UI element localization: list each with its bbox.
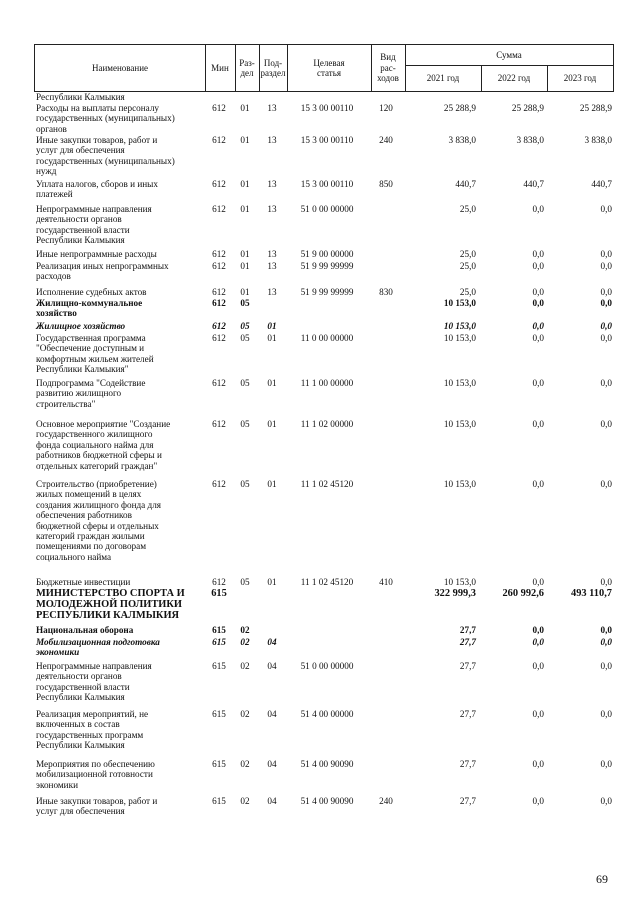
cell-y1: 10 153,0 xyxy=(443,333,476,343)
cell-razd: 05 xyxy=(240,298,250,308)
cell-y3: 0,0 xyxy=(600,287,612,297)
cell-razd: 01 xyxy=(240,179,250,189)
cell-pod: 04 xyxy=(267,709,277,719)
header-razdel: Раз- дел xyxy=(235,45,260,91)
table-header xyxy=(34,44,614,92)
cell-cel: 51 4 00 90090 xyxy=(300,759,354,769)
cell-cel: 51 9 99 99999 xyxy=(300,287,354,297)
cell-name: Бюджетные инвестиции xyxy=(36,577,131,587)
table-row xyxy=(34,709,614,759)
cell-y2: 0,0 xyxy=(532,261,544,271)
cell-pod: 13 xyxy=(267,287,277,297)
cell-y3: 0,0 xyxy=(600,419,612,429)
cell-y1: 322 999,3 xyxy=(434,588,476,599)
cell-name: Расходы на выплаты персоналу государственных (муниципальных) органов xyxy=(36,103,175,134)
header-year-2021: 2021 год xyxy=(405,65,482,91)
cell-min: 612 xyxy=(212,321,226,331)
cell-y3: 0,0 xyxy=(600,577,612,587)
cell-cel: 15 3 00 00110 xyxy=(300,135,354,145)
cell-y1: 25,0 xyxy=(459,261,476,271)
cell-name: Реализация мероприятий, не включенных в состав государственных программ Республики Калмыкия xyxy=(36,709,149,751)
cell-cel: 11 1 02 00000 xyxy=(300,419,354,429)
cell-min: 612 xyxy=(212,204,226,214)
cell-name: Уплата налогов, сборов и иных платежей xyxy=(36,179,158,200)
cell-y2: 0,0 xyxy=(532,577,544,587)
cell-cel: 51 9 99 99999 xyxy=(300,261,354,271)
cell-y1: 27,7 xyxy=(459,661,476,671)
cell-razd: 01 xyxy=(240,135,250,145)
cell-min: 615 xyxy=(212,637,226,647)
header-name: Наименование xyxy=(35,45,206,91)
cell-min: 612 xyxy=(212,419,226,429)
cell-min: 615 xyxy=(211,588,227,599)
table-row xyxy=(34,321,614,333)
header-vid: Вид рас- ходов xyxy=(371,45,406,91)
cell-min: 615 xyxy=(212,759,226,769)
cell-pod: 01 xyxy=(267,479,277,489)
cell-vid: 240 xyxy=(379,796,393,806)
cell-vid: 120 xyxy=(379,103,393,113)
table-row xyxy=(34,378,614,419)
cell-y2: 0,0 xyxy=(532,479,544,489)
cell-y2: 0,0 xyxy=(532,333,544,343)
cell-pod: 04 xyxy=(267,796,277,806)
table-row xyxy=(34,661,614,709)
table-row xyxy=(34,759,614,796)
cell-cel: 11 0 00 00000 xyxy=(300,333,354,343)
cell-y3: 0,0 xyxy=(600,796,612,806)
cell-y1: 27,7 xyxy=(459,625,476,635)
cell-name: Национальная оборона xyxy=(36,625,134,635)
table-row xyxy=(34,333,614,378)
cell-y3: 0,0 xyxy=(600,261,612,271)
cell-vid: 850 xyxy=(379,179,393,189)
cell-y3: 0,0 xyxy=(600,333,612,343)
cell-y1: 27,7 xyxy=(459,637,476,647)
cell-cel: 51 0 00 00000 xyxy=(300,204,354,214)
cell-razd: 05 xyxy=(240,419,250,429)
cell-y2: 0,0 xyxy=(532,759,544,769)
cell-y1: 25 288,9 xyxy=(443,103,476,113)
cell-y3: 0,0 xyxy=(600,625,612,635)
cell-cel: 51 9 00 00000 xyxy=(300,249,354,259)
cell-cel: 15 3 00 00110 xyxy=(300,179,354,189)
cell-pod: 13 xyxy=(267,179,277,189)
table-row xyxy=(34,261,614,287)
cell-min: 612 xyxy=(212,261,226,271)
cell-y3: 0,0 xyxy=(600,637,612,647)
cell-cel: 51 4 00 00000 xyxy=(300,709,354,719)
cell-razd: 02 xyxy=(240,759,250,769)
cell-y2: 3 838,0 xyxy=(516,135,544,145)
cell-y3: 0,0 xyxy=(600,249,612,259)
cell-y2: 0,0 xyxy=(532,204,544,214)
cell-name: Жилищное хозяйство xyxy=(36,321,126,331)
table-row xyxy=(34,103,614,135)
cell-name: Подпрограмма "Содействие развитию жилищного строительства" xyxy=(36,378,146,409)
cell-name: Непрограммные направления деятельности органов государственной власти Республики Калмыкия xyxy=(36,661,152,703)
table-row xyxy=(34,287,614,298)
cell-y1: 25,0 xyxy=(459,249,476,259)
cell-y1: 10 153,0 xyxy=(443,378,476,388)
table-row xyxy=(34,419,614,479)
cell-cel: 51 4 00 90090 xyxy=(300,796,354,806)
cell-y3: 25 288,9 xyxy=(579,103,612,113)
cell-y3: 0,0 xyxy=(600,661,612,671)
cell-y2: 0,0 xyxy=(532,419,544,429)
cell-min: 612 xyxy=(212,577,226,587)
cell-y3: 493 110,7 xyxy=(571,588,612,599)
cell-pod: 13 xyxy=(267,204,277,214)
cell-min: 615 xyxy=(212,625,226,635)
cell-name: Реализация иных непрограммных расходов xyxy=(36,261,169,282)
table-row xyxy=(34,298,614,321)
cell-min: 612 xyxy=(212,298,226,308)
cell-y3: 0,0 xyxy=(600,759,612,769)
cell-name: Мероприятия по обеспечению мобилизационной готовности экономики xyxy=(36,759,155,790)
cell-y1: 10 153,0 xyxy=(443,298,476,308)
budget-table xyxy=(34,44,614,820)
cell-pod: 01 xyxy=(267,333,277,343)
cell-y2: 0,0 xyxy=(532,661,544,671)
header-min: Мин xyxy=(205,45,236,91)
cell-y1: 10 153,0 xyxy=(443,419,476,429)
table-row xyxy=(34,796,614,820)
cell-y1: 10 153,0 xyxy=(443,577,476,587)
cell-min: 612 xyxy=(212,249,226,259)
table-row xyxy=(34,588,614,625)
cell-y2: 0,0 xyxy=(532,287,544,297)
cell-y2: 25 288,9 xyxy=(511,103,544,113)
table-row xyxy=(34,625,614,637)
cell-pod: 13 xyxy=(267,261,277,271)
cell-y3: 3 838,0 xyxy=(584,135,612,145)
cell-min: 612 xyxy=(212,287,226,297)
cell-y1: 440,7 xyxy=(455,179,476,189)
cell-razd: 01 xyxy=(240,261,250,271)
cell-cel: 11 1 00 00000 xyxy=(300,378,354,388)
cell-cel: 15 3 00 00110 xyxy=(300,103,354,113)
cell-y3: 0,0 xyxy=(600,204,612,214)
cell-vid: 830 xyxy=(379,287,393,297)
cell-pod: 13 xyxy=(267,135,277,145)
cell-min: 615 xyxy=(212,709,226,719)
cell-name: Исполнение судебных актов xyxy=(36,287,147,297)
cell-y3: 0,0 xyxy=(600,479,612,489)
cell-y2: 0,0 xyxy=(532,298,544,308)
cell-y1: 25,0 xyxy=(459,204,476,214)
cell-name: Основное мероприятие "Создание государственного жилищного фонда социального найма для работников бюджетной сферы и отдельных категорий граждан" xyxy=(36,419,171,471)
table-row xyxy=(34,637,614,661)
header-podrazdel: Под- раздел xyxy=(259,45,288,91)
cell-y2: 440,7 xyxy=(523,179,544,189)
cell-y2: 0,0 xyxy=(532,709,544,719)
cell-y3: 0,0 xyxy=(600,298,612,308)
table-body xyxy=(34,92,614,820)
cell-razd: 05 xyxy=(240,378,250,388)
cell-cel: 11 1 02 45120 xyxy=(300,479,354,489)
cell-min: 612 xyxy=(212,135,226,145)
cell-y2: 0,0 xyxy=(532,796,544,806)
cell-razd: 05 xyxy=(240,577,250,587)
cell-vid: 410 xyxy=(379,577,393,587)
cell-razd: 05 xyxy=(240,321,250,331)
cell-cel: 11 1 02 45120 xyxy=(300,577,354,587)
cell-pod: 13 xyxy=(267,249,277,259)
cell-pod: 04 xyxy=(267,637,277,647)
cell-vid: 240 xyxy=(379,135,393,145)
cell-razd: 02 xyxy=(240,709,250,719)
cell-razd: 01 xyxy=(240,204,250,214)
cell-y1: 27,7 xyxy=(459,796,476,806)
cell-name: Мобилизационная подготовка экономики xyxy=(36,637,160,658)
cell-min: 612 xyxy=(212,479,226,489)
cell-y3: 440,7 xyxy=(591,179,612,189)
cell-y2: 260 992,6 xyxy=(502,588,544,599)
table-row xyxy=(34,179,614,204)
header-year-2022: 2022 год xyxy=(481,65,548,91)
cell-pod: 01 xyxy=(267,321,277,331)
cell-name: Непрограммные направления деятельности органов государственной власти Республики Калмыкия xyxy=(36,204,152,246)
cell-pod: 13 xyxy=(267,103,277,113)
cell-y2: 0,0 xyxy=(532,378,544,388)
cell-razd: 02 xyxy=(240,661,250,671)
cell-razd: 02 xyxy=(240,637,250,647)
cell-name: Республики Калмыкия xyxy=(36,92,125,102)
cell-name: Иные закупки товаров, работ и услуг для обеспечения xyxy=(36,796,158,817)
cell-razd: 02 xyxy=(240,796,250,806)
cell-y1: 27,7 xyxy=(459,709,476,719)
cell-razd: 02 xyxy=(240,625,250,635)
table-row xyxy=(34,135,614,179)
cell-y2: 0,0 xyxy=(532,637,544,647)
cell-cel: 51 0 00 00000 xyxy=(300,661,354,671)
cell-pod: 01 xyxy=(267,419,277,429)
header-summa: Сумма xyxy=(405,45,613,66)
cell-pod: 01 xyxy=(267,577,277,587)
cell-y1: 10 153,0 xyxy=(443,479,476,489)
cell-y3: 0,0 xyxy=(600,378,612,388)
cell-name: Иные закупки товаров, работ и услуг для обеспечения государственных (муниципальных) нужд xyxy=(36,135,175,177)
table-row xyxy=(34,204,614,249)
cell-pod: 01 xyxy=(267,378,277,388)
cell-y1: 10 153,0 xyxy=(443,321,476,331)
cell-razd: 01 xyxy=(240,287,250,297)
cell-min: 612 xyxy=(212,333,226,343)
cell-pod: 04 xyxy=(267,661,277,671)
header-year-2023: 2023 год xyxy=(563,73,597,83)
cell-name: Государственная программа "Обеспечение доступным и комфортным жильем жителей Республики Калмыкия" xyxy=(36,333,154,375)
table-row xyxy=(34,92,614,103)
cell-min: 612 xyxy=(212,378,226,388)
cell-y1: 27,7 xyxy=(459,759,476,769)
cell-name: Строительство (приобретение) жилых помещений в целях создания жилищного фонда для обеспечения работников бюджетной сферы и отдельных категорий граждан жилыми помещениями по договорам социального найма xyxy=(36,479,162,562)
cell-razd: 05 xyxy=(240,479,250,489)
cell-y2: 0,0 xyxy=(532,625,544,635)
cell-name: Жилищно-коммунальное хозяйство xyxy=(36,298,143,319)
header-celevaya: Целевая статья xyxy=(287,45,372,91)
table-row xyxy=(34,577,614,588)
cell-y3: 0,0 xyxy=(600,321,612,331)
cell-min: 612 xyxy=(212,103,226,113)
cell-razd: 01 xyxy=(240,249,250,259)
page-number: 69 xyxy=(596,872,608,886)
cell-y3: 0,0 xyxy=(600,709,612,719)
cell-y1: 3 838,0 xyxy=(448,135,476,145)
cell-y2: 0,0 xyxy=(532,249,544,259)
cell-razd: 05 xyxy=(240,333,250,343)
cell-min: 615 xyxy=(212,796,226,806)
cell-name: МИНИСТЕРСТВО СПОРТА И МОЛОДЕЖНОЙ ПОЛИТИКИ РЕСПУБЛИКИ КАЛМЫКИЯ xyxy=(36,588,185,622)
cell-razd: 01 xyxy=(240,103,250,113)
cell-y2: 0,0 xyxy=(532,321,544,331)
cell-min: 612 xyxy=(212,179,226,189)
cell-name: Иные непрограммные расходы xyxy=(36,249,157,259)
cell-pod: 04 xyxy=(267,759,277,769)
cell-min: 615 xyxy=(212,661,226,671)
table-row xyxy=(34,249,614,261)
cell-y1: 25,0 xyxy=(459,287,476,297)
table-row xyxy=(34,479,614,577)
